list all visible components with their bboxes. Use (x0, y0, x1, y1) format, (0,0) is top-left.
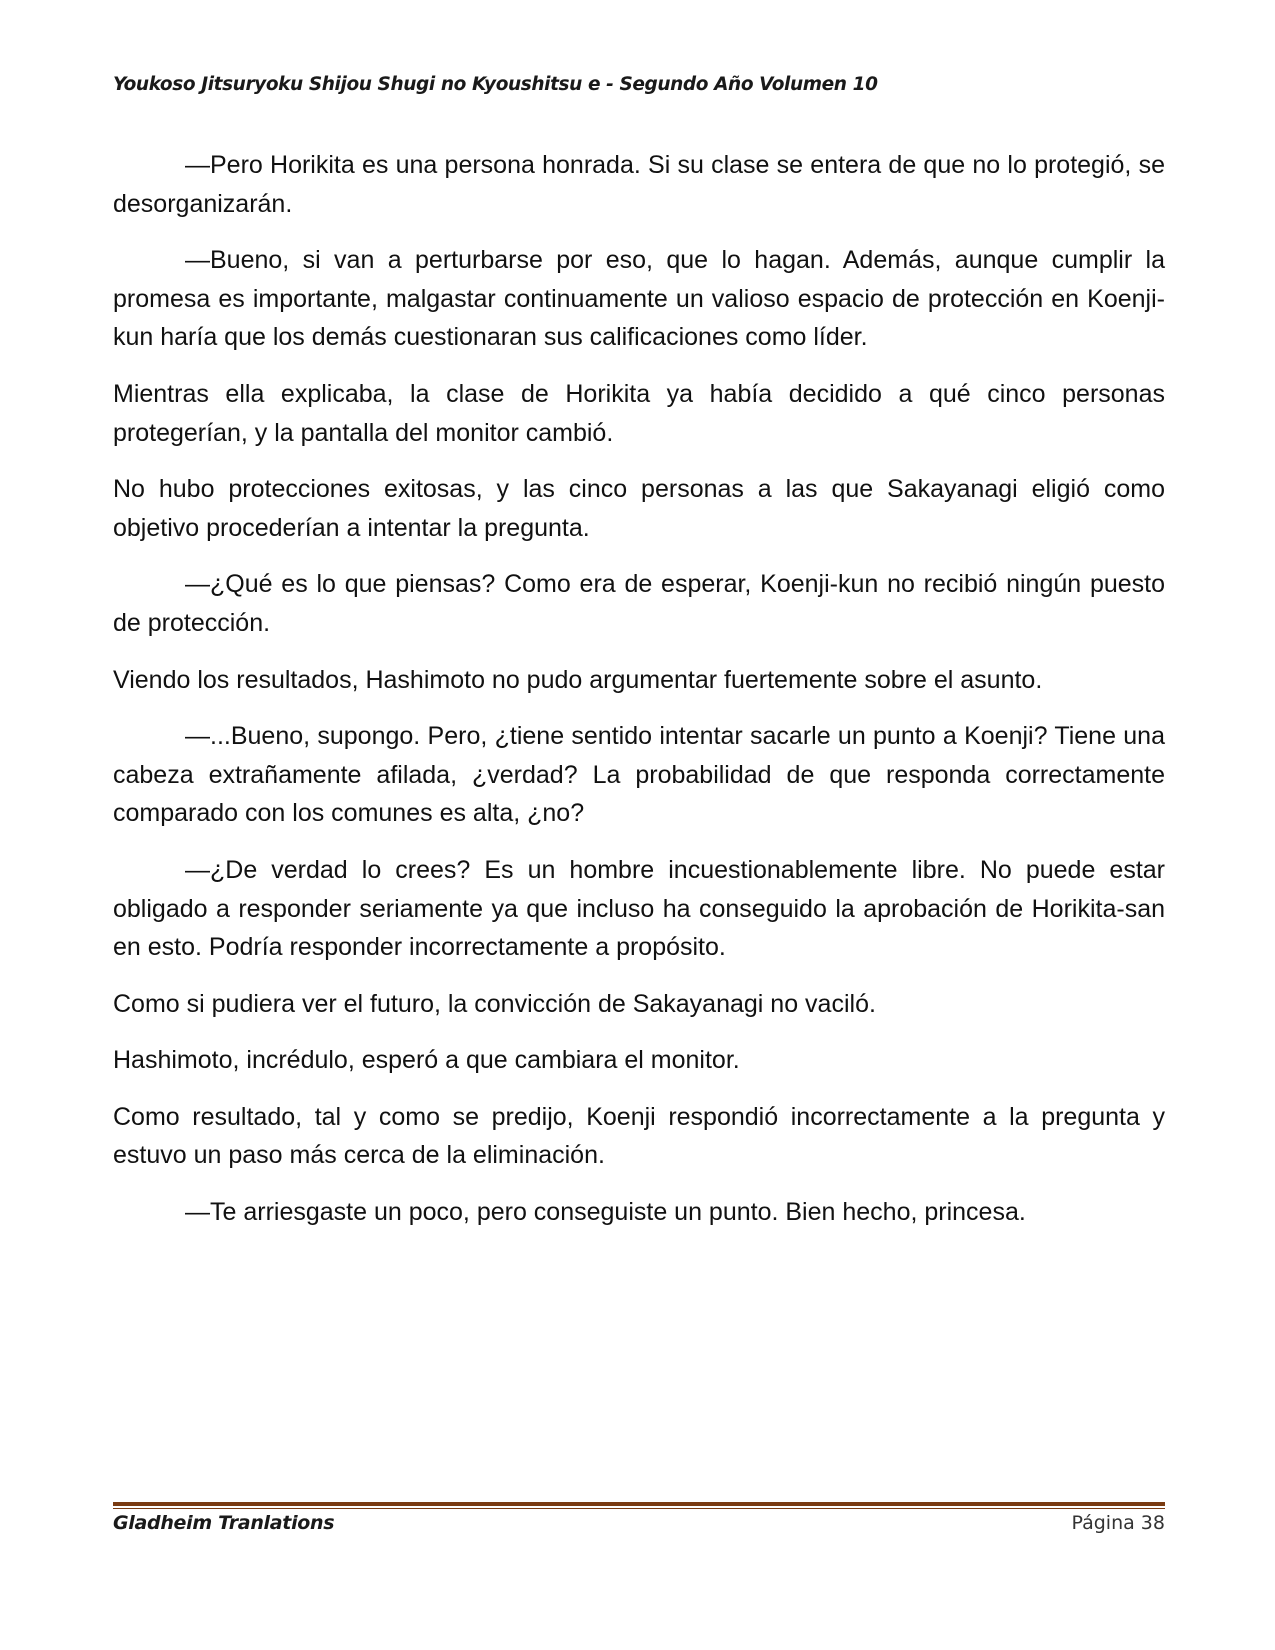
paragraph-dialogue: —Pero Horikita es una persona honrada. Si su clase se entera de que no lo protegió, se desorganizarán. (113, 151, 1165, 218)
paragraph-dialogue: —Bueno, si van a perturbarse por eso, que lo hagan. Además, aunque cumplir la promesa es importante, malgastar continuamente un valioso espacio de protección en Koenji-kun haría que los demás cuestionaran sus calificaciones como líder. (113, 246, 1165, 352)
paragraph-dialogue: —Te arriesgaste un poco, pero conseguiste un punto. Bien hecho, princesa. (185, 1198, 1026, 1227)
paragraph-narration: Como resultado, tal y como se predijo, Koenji respondió incorrectamente a la pregunta y estuvo un paso más cerca de la eliminación. (113, 1102, 1165, 1170)
paragraph-dialogue: —...Bueno, supongo. Pero, ¿tiene sentido intentar sacarle un punto a Koenji? Tiene una cabeza extrañamente afilada, ¿verdad? La probabilidad de que responda correctamente comparado con los comunes es alta, ¿no? (113, 722, 1165, 828)
footer-translator: Gladheim Tranlations (113, 1512, 335, 1534)
body-text (113, 146, 1165, 1250)
paragraph-narration: Mientras ella explicaba, la clase de Horikita ya había decidido a qué cinco personas protegerían, y la pantalla del monitor cambió. (113, 379, 1165, 447)
footer-page-number: Página 38 (1071, 1512, 1165, 1534)
page-header-title: Youkoso Jitsuryoku Shijou Shugi no Kyoushitsu e - Segundo Año Volumen 10 (113, 74, 878, 95)
footer-divider-thick (113, 1502, 1165, 1506)
paragraph-narration: Como si pudiera ver el futuro, la convicción de Sakayanagi no vaciló. (113, 989, 876, 1018)
paragraph-narration: No hubo protecciones exitosas, y las cinco personas a las que Sakayanagi eligió como objetivo procederían a intentar la pregunta. (113, 475, 1165, 542)
paragraph-dialogue: —¿De verdad lo crees? Es un hombre incuestionablemente libre. No puede estar obligado a responder seriamente ya que incluso ha conseguido la aprobación de Horikita-san en esto. Podría responder incorrectamente a propósito. (113, 855, 1165, 962)
paragraph-dialogue: —¿Qué es lo que piensas? Como era de esperar, Koenji-kun no recibió ningún puesto de protección. (113, 570, 1165, 637)
paragraph-narration: Viendo los resultados, Hashimoto no pudo argumentar fuertemente sobre el asunto. (113, 665, 1043, 694)
paragraph-narration: Hashimoto, incrédulo, esperó a que cambiara el monitor. (113, 1046, 740, 1075)
footer-divider (113, 1502, 1165, 1509)
footer-divider-thin (113, 1508, 1165, 1509)
